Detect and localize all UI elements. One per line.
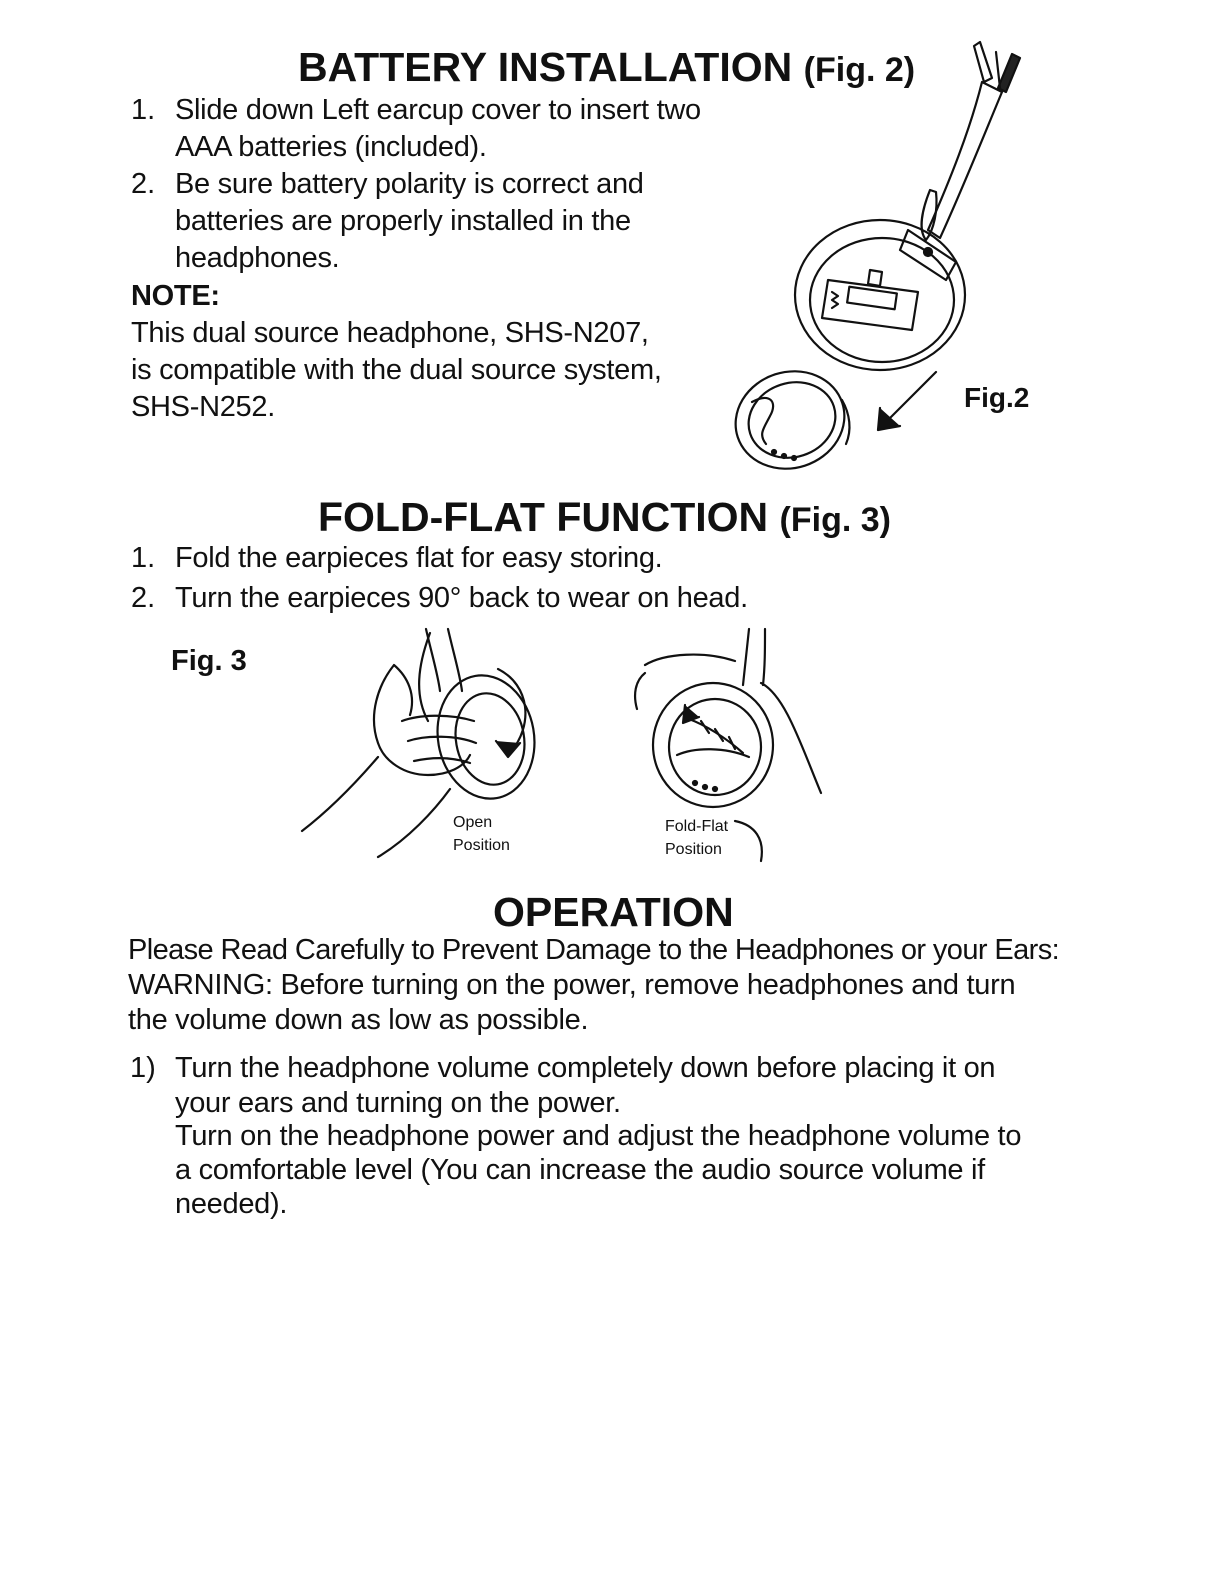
battery-heading-title: BATTERY INSTALLATION — [298, 44, 793, 90]
fig3-open-fingers — [402, 716, 476, 763]
fig2-label: Fig.2 — [964, 382, 1030, 413]
fold-heading — [318, 494, 891, 541]
open-position-caption-line-2: Position — [453, 837, 510, 854]
fig3-flat-earcup-band — [677, 749, 749, 757]
battery-step-2-line-3: headphones. — [175, 242, 340, 274]
fig2-battery-cell — [847, 287, 897, 310]
operation-heading: OPERATION — [493, 889, 734, 935]
fig3-flat-hand-top — [635, 655, 735, 709]
operation-step-1-line-3: Turn on the headphone power and adjust the headphone volume to — [175, 1120, 1022, 1152]
fold-heading-fig-ref: (Fig. 3) — [779, 501, 891, 539]
battery-step-1-line-1: Slide down Left earcup cover to insert two — [175, 94, 701, 126]
fig2-cover-dot-2 — [782, 454, 786, 458]
open-position-caption-line-1: Open — [453, 814, 493, 831]
battery-step-1-number: 1. — [131, 94, 156, 126]
fold-step-1-text: Fold the earpieces flat for easy storing. — [175, 542, 663, 574]
fold-step-2-number: 2. — [131, 582, 156, 614]
fig3-flat-dot-3 — [713, 787, 717, 791]
fig3-flat-earcup-inner — [669, 699, 761, 795]
fig3-flat-hand-right — [735, 683, 821, 861]
battery-step-2-line-1: Be sure battery polarity is correct and — [175, 168, 644, 200]
fig2-headband-prong-left — [974, 42, 992, 82]
fold-step-1-number: 1. — [131, 542, 156, 574]
fig2-headband-arm — [928, 82, 1002, 238]
fig3-flat-headband — [743, 629, 765, 685]
battery-heading-fig-ref: (Fig. 2) — [803, 51, 916, 89]
fig3-fold-flat-illustration — [625, 625, 835, 865]
fig3-open-position-illustration — [298, 625, 548, 865]
operation-intro-line-3: the volume down as low as possible. — [128, 1004, 589, 1036]
fig3-label: Fig. 3 — [171, 645, 247, 677]
note-line-2: is compatible with the dual source system, — [131, 354, 662, 386]
fold-heading-title: FOLD-FLAT FUNCTION — [318, 494, 769, 540]
note-line-3: SHS-N252. — [131, 391, 275, 423]
operation-step-1-number: 1) — [130, 1052, 156, 1084]
fig2-battery-tab — [868, 270, 882, 286]
operation-intro-line-2: WARNING: Before turning on the power, remove headphones and turn — [128, 969, 1016, 1001]
note-line-1: This dual source headphone, SHS-N207, — [131, 317, 649, 349]
fig2-battery-spring — [832, 292, 838, 308]
fig3-open-hand — [302, 665, 470, 857]
fig2-cover-dot-3 — [792, 456, 796, 460]
fold-step-2-text: Turn the earpieces 90° back to wear on head. — [175, 582, 748, 614]
fig2-earcup-outer — [795, 220, 965, 370]
fold-flat-caption-line-2: Position — [665, 841, 722, 858]
battery-step-2-number: 2. — [131, 168, 156, 200]
fig2-headband-prong-mid — [996, 52, 1000, 88]
battery-step-2-line-2: batteries are properly installed in the — [175, 205, 631, 237]
fig3-open-headband-curve — [419, 633, 430, 721]
operation-step-1-line-5: needed). — [175, 1188, 288, 1220]
fig2-headband-prong-right — [998, 54, 1020, 92]
operation-step-1-line-4: a comfortable level (You can increase the audio source volume if — [175, 1154, 985, 1186]
fig2-cover-dot-1 — [772, 450, 776, 454]
fig3-open-arrow-head — [496, 741, 520, 757]
fig3-flat-arrow-head — [683, 705, 699, 723]
operation-intro-line-1: Please Read Carefully to Prevent Damage to the Headphones or your Ears: — [128, 934, 1060, 966]
operation-step-1-line-1: Turn the headphone volume completely down before placing it on — [175, 1052, 996, 1084]
fold-flat-caption-line-1: Fold-Flat — [665, 818, 729, 835]
fig2-earcup-cover-outer — [723, 357, 857, 482]
battery-step-1-line-2: AAA batteries (included). — [175, 131, 487, 163]
note-label: NOTE: — [131, 280, 220, 312]
fig3-open-headband — [426, 629, 462, 691]
fig3-flat-dot-1 — [693, 781, 697, 785]
operation-step-1-line-2: your ears and turning on the power. — [175, 1087, 621, 1119]
fig3-flat-arrow-hatch-2 — [715, 729, 723, 741]
fig3-flat-dot-2 — [703, 785, 707, 789]
